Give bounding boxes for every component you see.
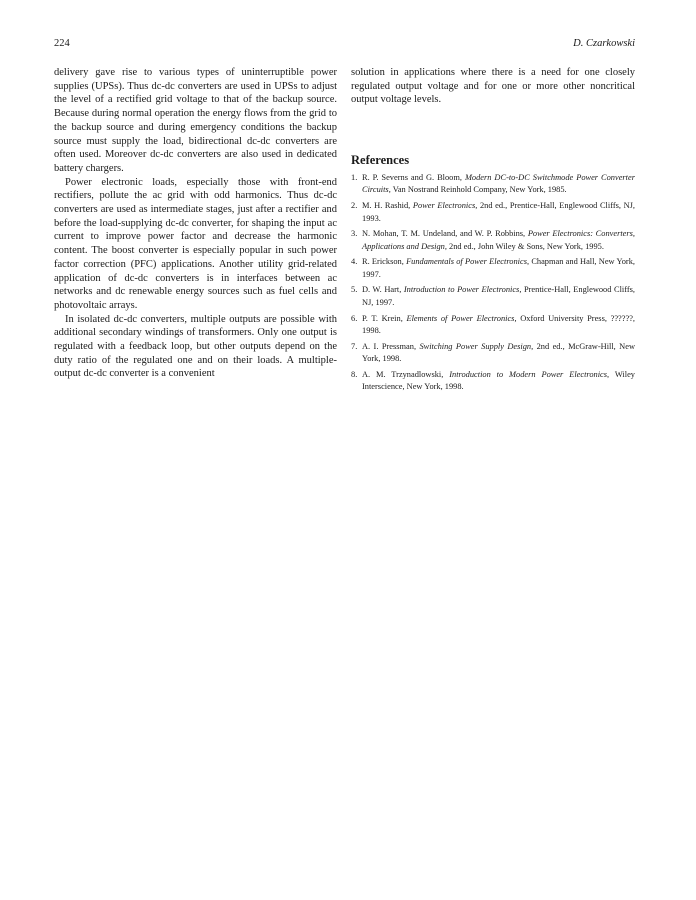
reference-item <box>351 200 635 225</box>
page-number: 224 <box>54 38 70 49</box>
reference-publisher: , 2nd ed., John Wiley & Sons, New York, 1995. <box>444 241 604 251</box>
reference-publisher: , 2nd ed., McGraw-Hill, New York, 1998. <box>362 341 635 363</box>
reference-number: 6. <box>351 313 358 323</box>
reference-item <box>351 313 635 338</box>
left-column <box>54 66 337 381</box>
body-paragraph: In isolated dc-dc converters, multiple outputs are possible with additional secondary windings of transformers. Only one output is regulated with a feedback loop, but other outputs depend on the duty ratio of the regulated one and on their loads. A multiple-output dc-dc converter is a convenient <box>54 313 337 380</box>
reference-title: Fundamentals of Power Electronics <box>406 257 527 267</box>
reference-title: Introduction to Modern Power Electronics <box>449 369 608 379</box>
reference-title: Elements of Power Electronics <box>406 313 515 323</box>
right-column <box>351 66 635 397</box>
reference-authors: R. P. Severns and G. Bloom, <box>362 173 465 183</box>
reference-publisher: , Van Nostrand Reinhold Company, New York, 1985. <box>388 185 567 195</box>
body-paragraph: Power electronic loads, especially those with front-end rectifiers, pollute the ac grid with odd harmonics. Thus dc-dc converters are used as intermediate stages, just after a rectifier and before the load-supplying dc-dc converter, for shaping the input ac current to improve power factor and decrease the harmonic content. The boost converter is especially popular in such power factor correction (PFC) applications. Another utility grid-related application of dc-dc converters is in interfaces between ac networks and dc renewable energy sources such as fuel cells and photovoltaic arrays. <box>54 176 337 311</box>
reference-authors: R. Erickson, <box>362 257 407 267</box>
reference-publisher: , Chapman and Hall, New York, 1997. <box>362 257 636 279</box>
reference-authors: D. W. Hart, <box>362 285 404 295</box>
reference-item <box>351 228 635 253</box>
reference-item <box>351 341 635 366</box>
reference-number: 1. <box>351 173 358 183</box>
running-author: D. Czarkowski <box>573 38 635 49</box>
reference-item <box>351 172 635 197</box>
body-paragraph: delivery gave rise to various types of uninterruptible power supplies (UPSs). Thus dc-dc converters are used in UPSs to adjust the level of a rectified grid voltage to that of the backup source. Because during normal operation the energy flows from the grid to the backup source and during emergency conditions the backup source must supply the load, bidirectional dc-dc converters are often used. Moreover dc-dc converters are also used in dedicated battery chargers. <box>54 67 337 174</box>
reference-title: Power Electronics <box>412 201 476 211</box>
reference-authors: M. H. Rashid, <box>362 201 413 211</box>
reference-title: Switching Power Supply Design <box>419 341 532 351</box>
reference-authors: P. T. Krein, <box>362 313 407 323</box>
reference-title: Modern DC-to-DC Switchmode Power Converter Circuits <box>362 173 635 195</box>
reference-number: 4. <box>351 257 358 267</box>
reference-title: Introduction to Power Electronics <box>403 285 520 295</box>
reference-number: 7. <box>351 341 358 351</box>
reference-title: Power Electronics: Converters, Applications and Design <box>362 229 635 251</box>
reference-authors: N. Mohan, T. M. Undeland, and W. P. Robbins, <box>362 229 528 239</box>
reference-publisher: , 2nd ed., Prentice-Hall, Englewood Cliffs, NJ, 1993. <box>362 201 636 223</box>
reference-publisher: , Prentice-Hall, Englewood Cliffs, NJ, 1997. <box>362 285 635 307</box>
reference-item <box>351 369 635 394</box>
reference-authors: A. M. Trzynadlowski, <box>362 369 450 379</box>
reference-item <box>351 256 635 281</box>
reference-authors: A. I. Pressman, <box>362 341 420 351</box>
references-heading: References <box>351 153 410 168</box>
reference-publisher: , Oxford University Press, ??????, 1998. <box>362 313 636 335</box>
reference-number: 3. <box>351 229 358 239</box>
reference-number: 2. <box>351 201 358 211</box>
references-list <box>351 172 635 393</box>
reference-item <box>351 284 635 309</box>
continuation-paragraph: solution in applications where there is a need for one closely regulated output voltage and for one or more other noncritical output voltage levels. <box>351 67 635 106</box>
reference-number: 5. <box>351 285 358 295</box>
reference-number: 8. <box>351 369 358 379</box>
reference-publisher: , Wiley Interscience, New York, 1998. <box>362 369 635 392</box>
